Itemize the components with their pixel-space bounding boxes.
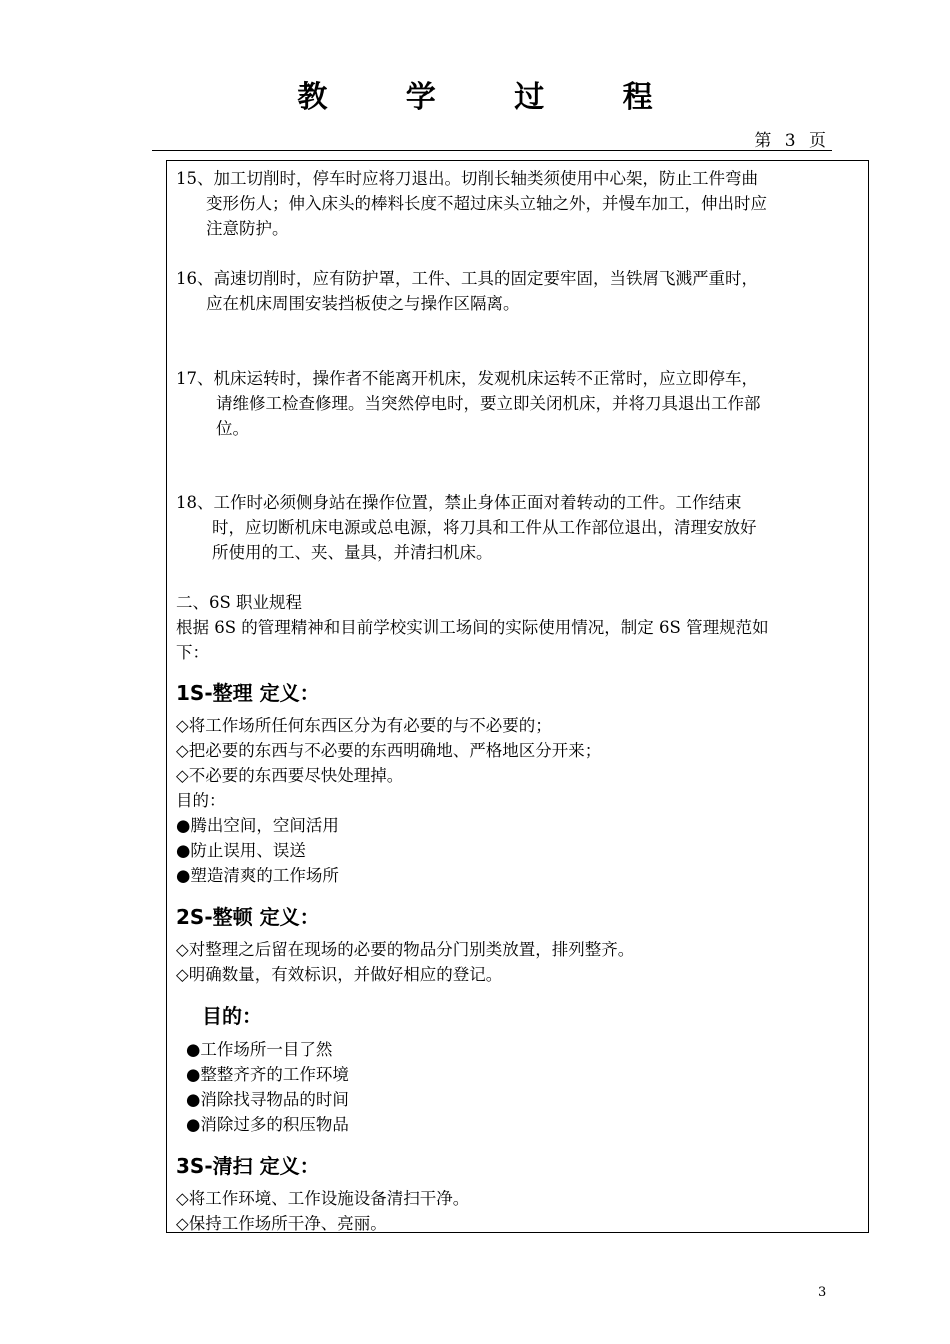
s1-heading: 1S-整理 定义： — [176, 681, 320, 705]
item-15-line-1: 15、加工切削时，停车时应将刀退出。切削长轴类须使用中心架，防止工件弯曲 — [176, 169, 758, 188]
section-2-intro-line-2: 下： — [176, 643, 209, 662]
s3-heading: 3S-清扫 定义： — [176, 1154, 320, 1178]
item-15-line-2: 变形伤人；伸入床头的棒料长度不超过床头立轴之外，并慢车加工，伸出时应 — [206, 194, 767, 213]
s2-purpose-2: ●整整齐齐的工作环境 — [186, 1065, 349, 1084]
item-17-line-2: 请维修工检查修理。当突然停电时，要立即关闭机床，并将刀具退出工作部 — [216, 394, 761, 413]
s2-purpose-label: 目的： — [202, 1004, 262, 1028]
s2-purpose-4: ●消除过多的积压物品 — [186, 1115, 349, 1134]
item-18-line-3: 所使用的工、夹、量具，并清扫机床。 — [212, 543, 493, 562]
s2-def-1: ◇对整理之后留在现场的必要的物品分门别类放置，排列整齐。 — [176, 940, 635, 959]
item-17-line-3: 位。 — [216, 419, 249, 438]
s2-purpose-3: ●消除找寻物品的时间 — [186, 1090, 349, 1109]
s2-purpose-1: ●工作场所一目了然 — [186, 1040, 333, 1059]
page-title: 教 学 过 程 — [297, 80, 687, 115]
section-2-heading: 二、6S 职业规程 — [176, 593, 303, 612]
s1-def-2: ◇把必要的东西与不必要的东西明确地、严格地区分开来； — [176, 741, 602, 760]
item-17-line-1: 17、机床运转时，操作者不能离开机床，发观机床运转不正常时，应立即停车， — [176, 369, 758, 388]
s3-def-1: ◇将工作环境、工作设施设备清扫干净。 — [176, 1189, 470, 1208]
s2-heading: 2S-整顿 定义： — [176, 905, 320, 929]
item-15-line-3: 注意防护。 — [206, 219, 289, 238]
item-18-line-2: 时，应切断机床电源或总电源，将刀具和工件从工作部位退出，清理安放好 — [212, 518, 757, 537]
s2-def-2: ◇明确数量，有效标识，并做好相应的登记。 — [176, 965, 503, 984]
header-rule — [152, 150, 832, 151]
item-16-line-1: 16、高速切削时，应有防护罩，工件、工具的固定要牢固，当铁屑飞溅严重时， — [176, 269, 758, 288]
s1-purpose-2: ●防止误用、误送 — [176, 841, 306, 860]
s1-def-3: ◇不必要的东西要尽快处理掉。 — [176, 766, 404, 785]
s1-def-1: ◇将工作场所任何东西区分为有必要的与不必要的； — [176, 716, 552, 735]
s3-def-2: ◇保持工作场所干净、亮丽。 — [176, 1214, 387, 1233]
item-18-line-1: 18、工作时必须侧身站在操作位置，禁止身体正面对着转动的工件。工作结束 — [176, 493, 742, 512]
page-label: 第 3 页 — [754, 131, 830, 151]
section-2-intro-line-1: 根据 6S 的管理精神和目前学校实训工场间的实际使用情况，制定 6S 管理规范如 — [176, 618, 769, 637]
s1-purpose-3: ●塑造清爽的工作场所 — [176, 866, 339, 885]
page-number: 3 — [818, 1285, 827, 1300]
s1-purpose-label: 目的： — [176, 791, 226, 810]
s1-purpose-1: ●腾出空间，空间活用 — [176, 816, 339, 835]
item-16-line-2: 应在机床周围安装挡板使之与操作区隔离。 — [206, 294, 520, 313]
